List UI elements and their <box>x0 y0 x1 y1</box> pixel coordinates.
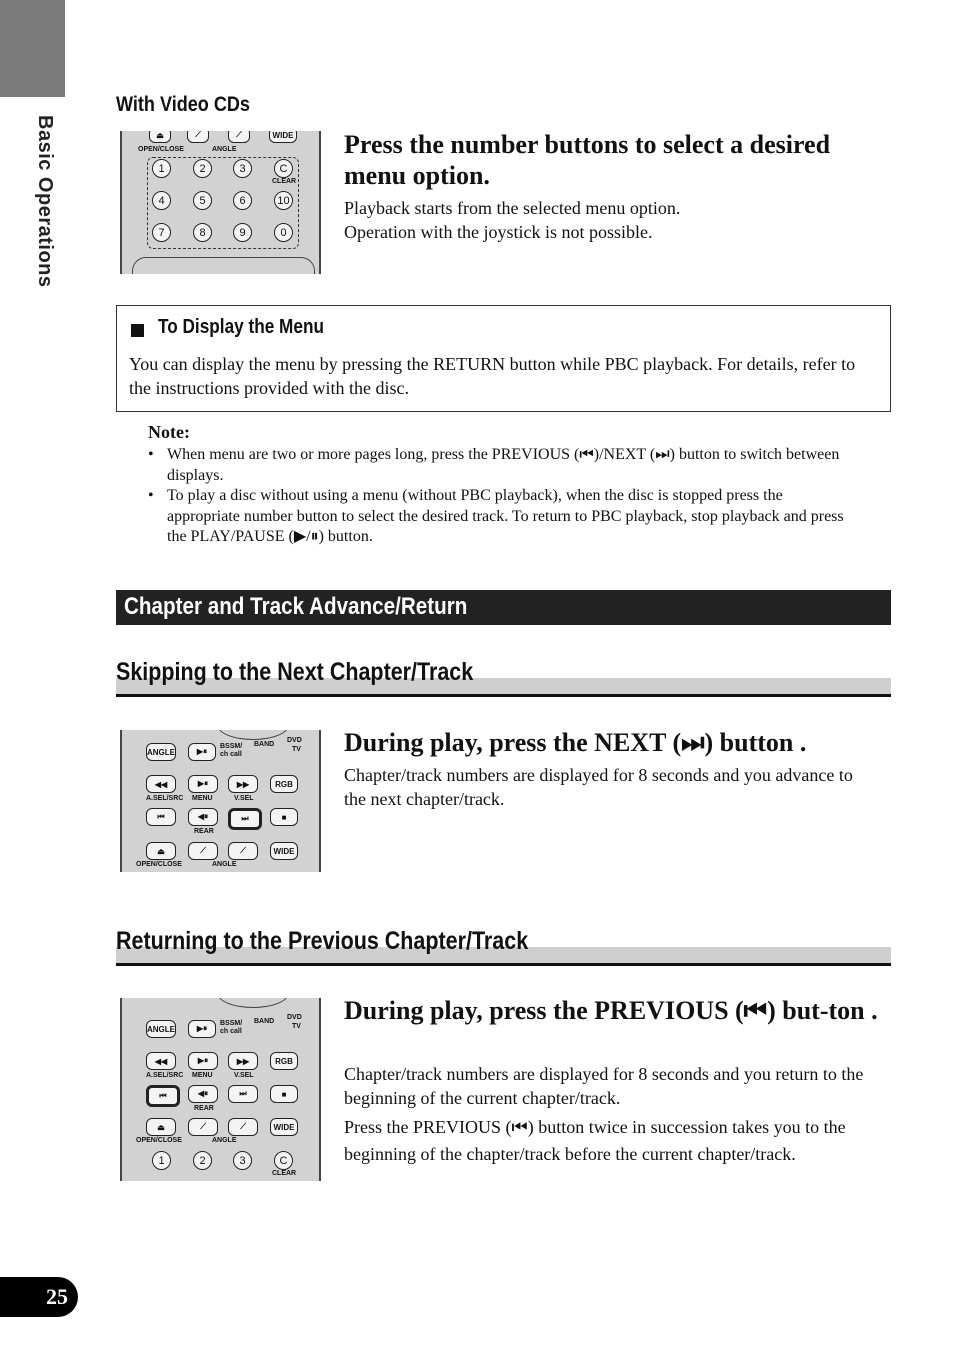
number-key: 10 <box>274 191 293 210</box>
return-body-2: Press the PREVIOUS (⏮) button twice in succession takes you to the beginning of the chapter/track before the current chapter/track. <box>344 1117 846 1164</box>
video-cd-body-line-2: Operation with the joystick is not possible. <box>344 222 653 242</box>
slow-icon: ◀⏸ <box>188 1085 218 1103</box>
remote-illustration-previous <box>120 998 321 1181</box>
tv-label: TV <box>292 746 301 753</box>
dvd-label: DVD <box>287 737 302 744</box>
return-body-1: Chapter/track numbers are displayed for 8 seconds and you return to the beginning of the current chapter/track. <box>344 1064 864 1108</box>
note-item: • When menu are two or more pages long, press the PREVIOUS (⏮)/NEXT (⏭) button to switch between displays. <box>148 445 858 486</box>
angle-icon: ⟋ <box>228 842 258 860</box>
number-key: 0 <box>274 223 293 242</box>
dvd-label: DVD <box>287 1014 302 1021</box>
angle-label: ANGLE <box>212 146 237 153</box>
stop-icon: ■ <box>270 808 298 826</box>
number-key: 9 <box>233 223 252 242</box>
angle-icon: ⟋ <box>187 131 209 143</box>
next-track-icon: ⏭ <box>228 1085 258 1103</box>
skip-heading-bar <box>116 660 891 697</box>
number-key: 2 <box>193 1151 212 1170</box>
band-label: BAND <box>254 741 275 748</box>
open-close-label: OPEN/CLOSE <box>136 1137 182 1144</box>
display-menu-text: You can display the menu by pressing the RETURN button while PBC playback. For details, refer to the instructions provided with the disc. <box>129 354 856 398</box>
note-heading: Note: <box>148 422 190 442</box>
number-key: 3 <box>233 159 252 178</box>
rear-label: REAR <box>194 1105 214 1112</box>
clear-key: C <box>274 159 293 178</box>
skip-body: Chapter/track numbers are displayed for 8 seconds and you advance to the next chapter/track. <box>344 765 853 809</box>
bssm-label: BSSM/ <box>220 743 243 750</box>
number-key: 5 <box>193 191 212 210</box>
wide-key: WIDE <box>269 131 297 143</box>
angle-icon: ⟋ <box>188 1118 218 1136</box>
return-instruction-title: During play, press the PREVIOUS (⏮) but-ton . <box>344 996 878 1025</box>
section-title-bar <box>116 590 891 625</box>
number-key: 3 <box>233 1151 252 1170</box>
ch-call-label: ch call <box>220 751 242 758</box>
open-close-label: OPEN/CLOSE <box>138 146 184 153</box>
clear-label: CLEAR <box>272 178 297 185</box>
eject-icon: ⏏ <box>149 131 171 143</box>
note-item: • To play a disc without using a menu (without PBC playback), when the disc is stopped press the appropriate number button to select the desired track. To return to PBC playback, stop playback and press the PLAY/PAUSE (▶/⏸) button. <box>148 486 858 548</box>
open-close-label: OPEN/CLOSE <box>136 861 182 868</box>
angle-icon: ⟋ <box>228 1118 258 1136</box>
rgb-key: RGB <box>270 1052 298 1070</box>
stop-icon: ■ <box>270 1085 298 1103</box>
skip-heading: Skipping to the Next Chapter/Track <box>116 658 474 686</box>
video-cd-instruction-title: Press the number buttons to select a desired menu option. <box>344 130 831 190</box>
return-heading-bar <box>116 929 891 966</box>
remote-edge <box>132 257 315 274</box>
eject-icon: ⏏ <box>146 1118 176 1136</box>
remote-illustration-number-keys <box>120 131 321 274</box>
play-pause-icon: ▶⏸ <box>188 1020 216 1038</box>
number-key: 1 <box>152 159 171 178</box>
clear-label: CLEAR <box>272 1170 297 1177</box>
eject-icon: ⏏ <box>146 842 176 860</box>
play-pause-icon: ▶⏸ <box>188 775 218 793</box>
vsel-label: V.SEL <box>234 795 254 802</box>
return-heading: Returning to the Previous Chapter/Track <box>116 927 529 955</box>
number-key: 2 <box>193 159 212 178</box>
section-title: Chapter and Track Advance/Return <box>124 593 468 620</box>
square-bullet-icon <box>131 324 144 337</box>
number-key: 7 <box>152 223 171 242</box>
tv-label: TV <box>292 1023 301 1030</box>
angle-key: ANGLE <box>146 1020 176 1038</box>
joystick-edge <box>217 998 289 1008</box>
previous-key-icon: ◀◀ <box>146 1052 176 1070</box>
number-key: 1 <box>152 1151 171 1170</box>
forward-key-icon: ▶▶ <box>228 775 258 793</box>
angle-icon: ⟋ <box>188 842 218 860</box>
play-pause-icon: ▶⏸ <box>188 743 216 761</box>
video-cd-body-line-1: Playback starts from the selected menu option. <box>344 198 681 218</box>
asel-label: A.SEL/SRC <box>146 1072 184 1079</box>
page-number: 25 <box>0 1277 78 1317</box>
display-menu-box <box>116 305 891 412</box>
wide-key: WIDE <box>270 1118 298 1136</box>
side-tab <box>0 0 65 97</box>
angle-icon: ⟋ <box>228 131 250 143</box>
slow-icon: ◀⏸ <box>188 808 218 826</box>
display-menu-heading: To Display the Menu <box>158 316 324 338</box>
play-pause-icon: ▶⏸ <box>188 1052 218 1070</box>
previous-track-key-icon: ⏮ <box>146 1085 180 1107</box>
rgb-key: RGB <box>270 775 298 793</box>
wide-key: WIDE <box>270 842 298 860</box>
asel-label: A.SEL/SRC <box>146 795 184 802</box>
prev-track-icon: ⏮ <box>146 808 176 826</box>
angle-label: ANGLE <box>212 1137 237 1144</box>
bssm-label: BSSM/ <box>220 1020 243 1027</box>
remote-illustration-next <box>120 730 321 872</box>
band-label: BAND <box>254 1018 275 1025</box>
note-list <box>148 445 858 548</box>
next-key-icon: ⏭ <box>228 808 262 830</box>
menu-label: MENU <box>192 1072 213 1079</box>
joystick-edge <box>217 730 289 740</box>
side-label: Basic Operations <box>34 115 56 288</box>
angle-label: ANGLE <box>212 861 237 868</box>
clear-key: C <box>274 1151 293 1170</box>
rear-label: REAR <box>194 828 214 835</box>
vsel-label: V.SEL <box>234 1072 254 1079</box>
skip-instruction-title: During play, press the NEXT (⏭) button . <box>344 728 807 757</box>
menu-label: MENU <box>192 795 213 802</box>
video-cd-heading: With Video CDs <box>116 93 250 116</box>
number-key: 8 <box>193 223 212 242</box>
number-key: 6 <box>233 191 252 210</box>
ch-call-label: ch call <box>220 1028 242 1035</box>
angle-key: ANGLE <box>146 743 176 761</box>
previous-key-icon: ◀◀ <box>146 775 176 793</box>
number-key: 4 <box>152 191 171 210</box>
forward-key-icon: ▶▶ <box>228 1052 258 1070</box>
